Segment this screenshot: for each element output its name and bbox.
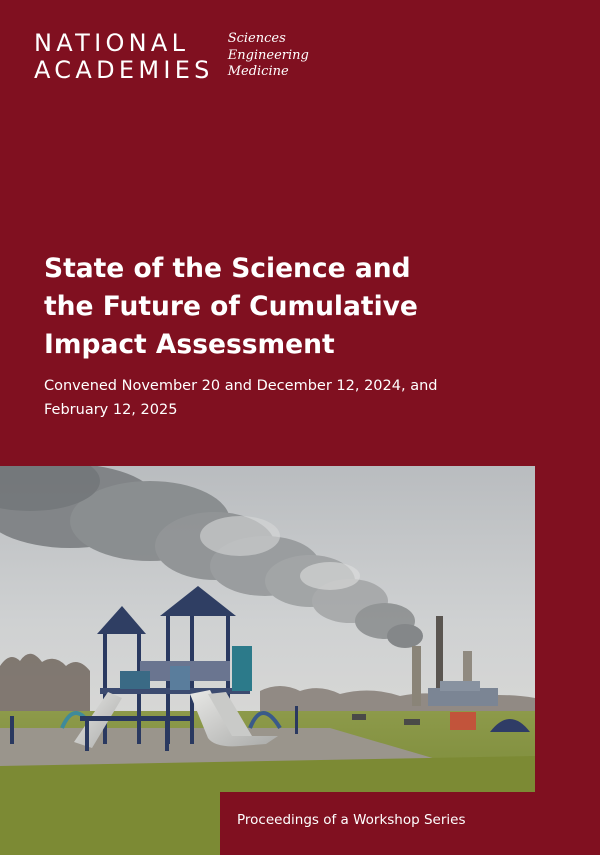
logo-wordmark-line-2: ACADEMIES xyxy=(34,56,214,84)
report-title xyxy=(44,250,564,364)
national-academies-logo xyxy=(34,30,309,84)
logo-subtitle-line-2: Engineering xyxy=(227,47,309,63)
logo-subtitle xyxy=(228,31,309,81)
logo-subtitle-line-3: Medicine xyxy=(227,64,289,79)
report-subtitle xyxy=(44,374,564,422)
subtitle-line-1: Convened November 20 and December 12, 2024, and xyxy=(44,378,438,394)
series-label: Proceedings of a Workshop Series xyxy=(237,812,466,828)
title-line-3: Impact Assessment xyxy=(44,329,335,360)
title-line-1: State of the Science and xyxy=(44,253,411,284)
logo-wordmark xyxy=(34,30,214,84)
subtitle-line-2: February 12, 2025 xyxy=(44,402,178,418)
logo-subtitle-line-1: Sciences xyxy=(227,31,286,46)
title-line-2: the Future of Cumulative xyxy=(44,291,418,322)
series-band xyxy=(220,792,600,855)
logo-wordmark-line-1: NATIONAL xyxy=(34,29,190,57)
